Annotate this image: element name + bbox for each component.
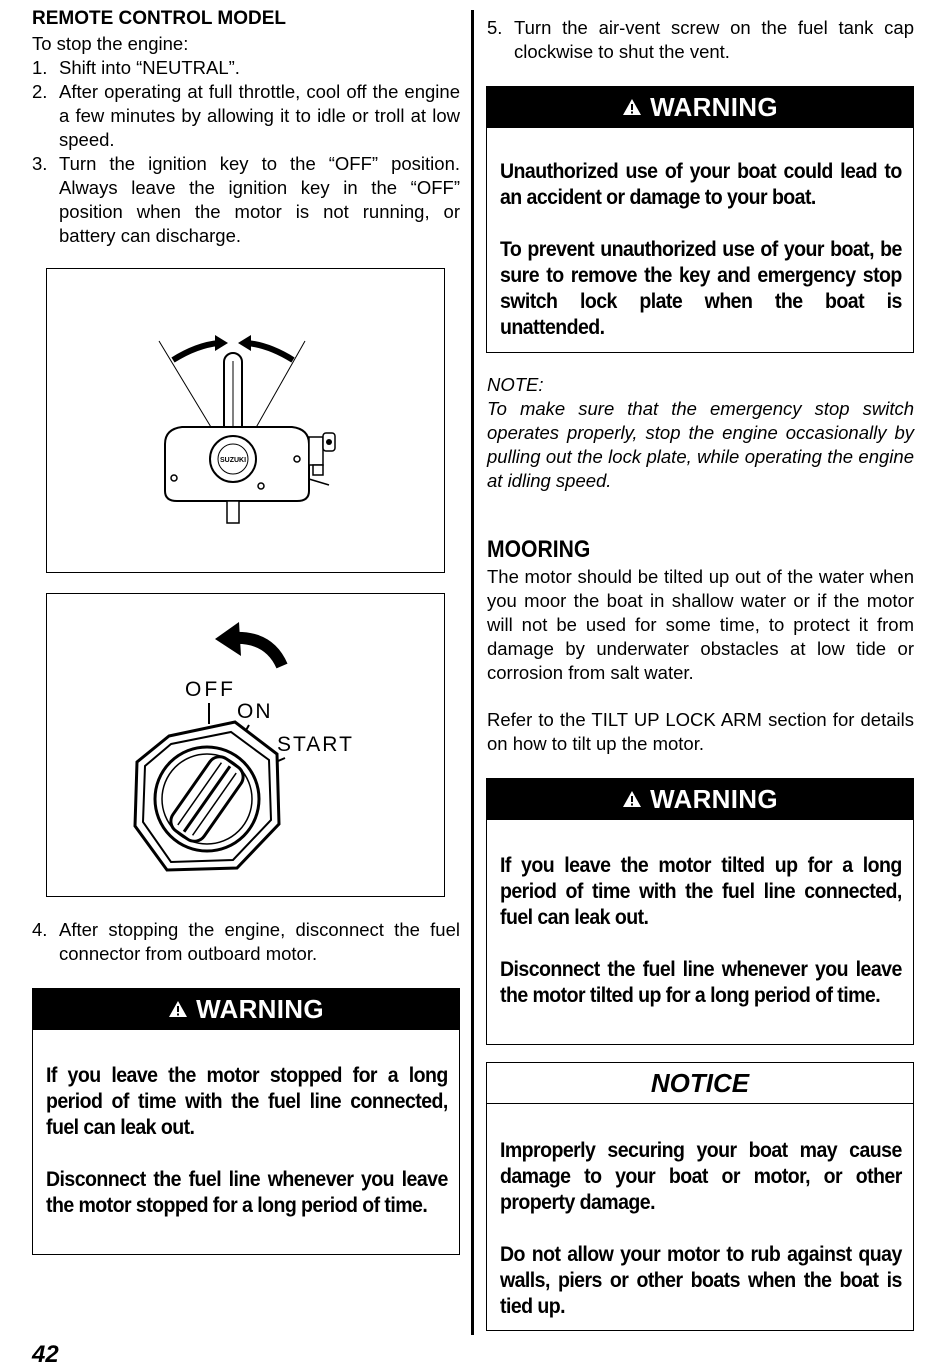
warning-title: WARNING (196, 994, 324, 1024)
warning-paragraph: Unauthorized use of your boat could lead to an accident or damage to your boat. (500, 160, 902, 209)
list-item (32, 56, 460, 80)
warning-body (33, 1030, 459, 1219)
notice-header (487, 1063, 913, 1104)
step-text: Turn the air-vent screw on the fuel tank cap clockwise to shut the vent. (514, 17, 914, 62)
warning-paragraph: Disconnect the fuel line whenever you leave the motor stopped for a long period of time. (46, 1168, 448, 1217)
mooring-paragraph: The motor should be tilted up out of the water when you moor the boat in shallow water or if the motor will not be used for some time, to protect it from damage by underwater obstacles at low tide or corrosion from salt water. (487, 566, 914, 683)
list-item (32, 152, 460, 248)
notice-paragraph: Improperly securing your boat may cause damage to your boat or motor, or other property damage. (500, 1139, 902, 1214)
steps-list (32, 56, 460, 248)
start-label: START (277, 733, 354, 756)
warning-header (487, 779, 913, 820)
list-item (32, 918, 460, 966)
warning-paragraph: To prevent unauthorized use of your boat, be sure to remove the key and emergency stop switch lock plate when the boat is unattended. (500, 238, 902, 339)
notice-body (487, 1104, 913, 1320)
list-item (32, 80, 460, 152)
notice-box (486, 1062, 914, 1331)
warning-header (487, 87, 913, 128)
brand-logo-text: SUZUKI (219, 457, 247, 464)
off-label: OFF (185, 678, 236, 701)
step-number: 2. (32, 81, 48, 102)
step-number: 5. (487, 17, 503, 38)
notice-title: NOTICE (650, 1068, 750, 1098)
step-number: 1. (32, 57, 48, 78)
step-number: 4. (32, 919, 48, 940)
warning-body (487, 128, 913, 341)
mooring-title: MOORING (487, 536, 591, 563)
step-text: Shift into “NEUTRAL”. (59, 57, 240, 78)
warning-title: WARNING (650, 784, 778, 814)
notice-paragraph: Do not allow your motor to rub against quay walls, piers or other boats when the boat is tied up. (500, 1243, 902, 1318)
warning-box-unauthorized (486, 86, 914, 353)
warning-box-tilted (486, 778, 914, 1045)
warning-title: WARNING (650, 92, 778, 122)
ignition-switch-illustration (47, 594, 444, 896)
warning-paragraph: If you leave the motor stopped for a long period of time with the fuel line connected, fuel can leak out. (46, 1064, 448, 1139)
ignition-switch-figure (46, 593, 445, 897)
page-number: 42 (32, 1341, 59, 1368)
list-item (487, 16, 914, 64)
warning-paragraph: If you leave the motor tilted up for a long period of time with the fuel line connected, fuel can leak out. (500, 854, 902, 929)
step-number: 3. (32, 153, 48, 174)
warning-triangle-icon (622, 790, 642, 808)
section-title: REMOTE CONTROL MODEL (32, 8, 287, 29)
mooring-paragraph: Refer to the TILT UP LOCK ARM section for details on how to tilt up the motor. (487, 709, 914, 754)
step-text: After stopping the engine, disconnect the fuel connector from outboard motor. (59, 919, 460, 964)
warning-body (487, 820, 913, 1009)
warning-triangle-icon (622, 98, 642, 116)
remote-control-illustration (47, 269, 444, 572)
warning-triangle-icon (168, 1000, 188, 1018)
note-text: To make sure that the emergency stop switch operates properly, stop the engine occasionally by pulling out the lock plate, while operating the engine at idling speed. (487, 398, 914, 491)
note-label: NOTE: (487, 374, 544, 395)
step5-list (487, 16, 914, 64)
step-text: Turn the ignition key to the “OFF” position. Always leave the ignition key in the “OFF” position when the motor is not running, or battery can discharge. (59, 153, 460, 246)
step-text: After operating at full throttle, cool off the engine a few minutes by allowing it to idle or troll at low speed. (59, 81, 460, 150)
on-label: ON (237, 700, 273, 723)
step4-list (32, 918, 460, 966)
remote-control-figure (46, 268, 445, 573)
warning-box-fuel-stopped (32, 988, 460, 1255)
warning-header (33, 989, 459, 1030)
intro-text: To stop the engine: (32, 33, 189, 54)
warning-paragraph: Disconnect the fuel line whenever you leave the motor tilted up for a long period of time. (500, 958, 902, 1007)
column-divider (471, 10, 474, 1335)
